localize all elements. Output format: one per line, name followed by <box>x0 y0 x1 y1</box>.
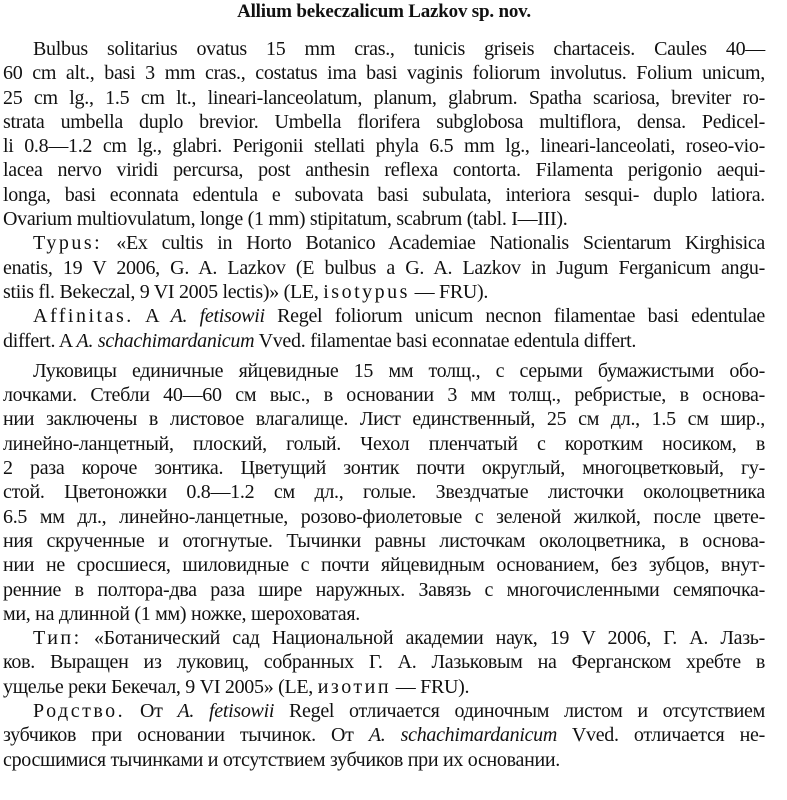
text-line: Bulbus solitarius ovatus 15 mm cras., tunicis griseis chartaceis. Caules 40— <box>33 38 765 60</box>
section-label: Typus: <box>33 232 103 255</box>
text-line: 25 cm lg., 1.5 cm lt., lineari-lanceolatum, planum, glabrum. Spatha scariosa, breviter ro- <box>3 86 765 109</box>
section-label: Родство. <box>33 700 126 723</box>
text-line: сросшимися тычинками и отсутствием зубчиков при их основании. <box>3 748 560 771</box>
text-line: Луковицы единичные яйцевидные 15 мм толщ., с серыми бумажистыми обо- <box>33 359 765 382</box>
latin-description <box>3 37 765 231</box>
text-line: strata umbella duplo brevior. Umbella florifera subglobosa multiflora, densa. Pedicel- <box>3 110 765 133</box>
text-line <box>3 723 765 747</box>
text-span: Vved. отличается не- <box>557 724 765 747</box>
text-line: Ovarium multiovulatum, longe (1 mm) stipitatum, scabrum (tabl. I—III). <box>3 208 568 231</box>
page <box>3 0 765 772</box>
section-label: Тип: <box>33 627 82 650</box>
text-line <box>3 626 765 650</box>
text-line: ми, на длинной (1 мм) ножке, шероховатая. <box>3 602 360 625</box>
spaced-word: isotypus <box>323 280 410 303</box>
text-line: 60 cm alt., basi 3 mm cras., costatus ima basi vaginis foliorum involutus. Folium unicum, <box>3 62 765 85</box>
text-span: Regel foliorum unicum necnon filamentae basi edentulae <box>264 305 765 328</box>
text-line <box>3 675 765 699</box>
affinitas-paragraph <box>3 304 765 353</box>
text-line <box>3 280 765 304</box>
text-span: — FRU). <box>409 280 489 303</box>
text-line: нии заключены в листовое влагалище. Лист единственный, 25 см дл., 1.5 см шир., <box>3 408 765 431</box>
text-span: differt. A <box>3 329 77 352</box>
text-span: — FRU). <box>391 675 470 698</box>
text-span: stiis fl. Bekeczal, 9 VI 2005 lectis)» (LE, <box>3 280 324 303</box>
text-line <box>3 231 765 255</box>
text-line: lacea nervo viridi percursa, post anthesin reflexa contorta. Filamenta perigonio aequi- <box>3 159 765 182</box>
text-line: ренние в полтора-два раза шире наружных. Завязь с многочисленными семяпочка- <box>3 578 765 601</box>
species-name: A. schachimardanicum <box>368 724 558 747</box>
text-line <box>3 699 765 723</box>
species-name: A. fetisowii <box>177 700 275 723</box>
text-line <box>3 304 765 328</box>
tip-paragraph <box>3 626 765 699</box>
text-line <box>3 329 765 353</box>
text-line: 2 раза короче зонтика. Цветущий зонтик почти округлый, многоцветковый, гу- <box>3 457 765 480</box>
text-span: Vved. filamentae basi econnatae edentula differt. <box>254 329 637 352</box>
text-span: Regel отличается одиночным листом и отсутствием <box>274 700 765 723</box>
text-line: 6.5 мм дл., линейно-ланцетные, розово-фиолетовые с зеленой жилкой, после цвете- <box>3 505 765 528</box>
text-line: enatis, 19 V 2006, G. A. Lazkov (E bulbus a G. A. Lazkov in Jugum Ferganicum angu- <box>3 256 765 279</box>
text-span: «Ботанический сад Национальной академии наук, 19 V 2006, Г. А. Лазь- <box>81 627 765 650</box>
rodstvo-paragraph <box>3 699 765 772</box>
spaced-word: изотип <box>317 675 392 698</box>
section-label: Affinitas. <box>33 305 134 328</box>
text-span: A <box>133 305 171 328</box>
text-line: ния скрученные и отогнутые. Тычинки равны листочкам околоцветника, в основа- <box>3 529 765 552</box>
article-body <box>3 37 765 772</box>
text-line: ков. Выращен из луковиц, собранных Г. А. Лазьковым на Ферганском хребте в <box>3 651 765 674</box>
text-line: стой. Цветоножки 0.8—1.2 см дл., голые. Звездчатые листочки околоцветника <box>3 481 765 504</box>
typus-paragraph <box>3 231 765 304</box>
text-line: нии не сросшиеся, шиловидные с почти яйцевидным основанием, без зубцов, внут- <box>3 554 765 577</box>
text-span: ущелье реки Бекечал, 9 VI 2005» (LE, <box>3 675 318 698</box>
russian-description <box>3 359 765 626</box>
species-title: Allium bekeczalicum Lazkov sp. nov. <box>237 1 531 22</box>
species-name: A. schachimardanicum <box>76 329 255 352</box>
text-line: линейно-ланцетный, плоский, голый. Чехол пленчатый с коротким носиком, в <box>3 432 765 455</box>
text-line: li 0.8—1.2 cm lg., glabri. Perigonii stellati phyla 6.5 mm lg., lineari-lanceolati, roseo-vio- <box>3 135 765 158</box>
text-span: От <box>125 700 178 723</box>
text-span: «Ex cultis in Horto Botanico Academiae Nationalis Scientarum Kirghisica <box>102 232 765 255</box>
text-span: зубчиков при основании тычинок. От <box>3 724 369 747</box>
species-name: A. fetisowii <box>170 305 265 328</box>
text-line: лочками. Стебли 40—60 см выс., в основании 3 мм толщ., ребристые, в основа- <box>3 384 765 407</box>
text-line: longa, basi econnata edentula e subovata basi subulata, interiora sesqui- duplo latiora. <box>3 183 765 206</box>
